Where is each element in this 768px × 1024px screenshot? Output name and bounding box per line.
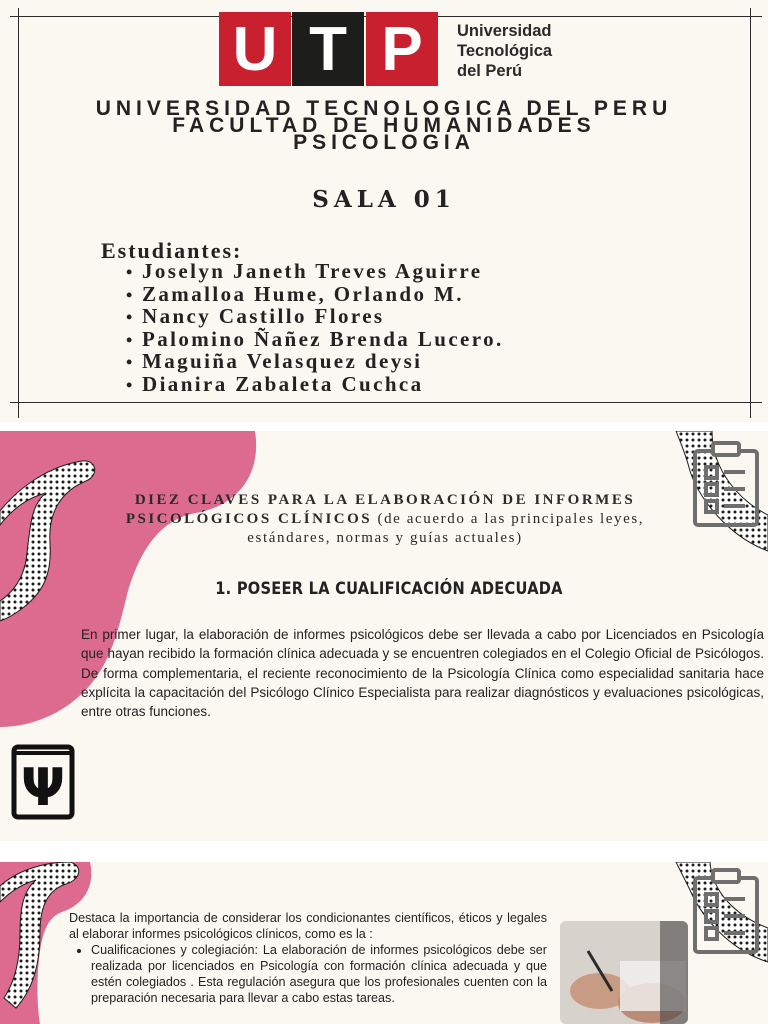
slide3-text bbox=[69, 910, 547, 1006]
logo-letter-t: T bbox=[292, 12, 364, 86]
student-item: • Dianira Zabaleta Cuchca bbox=[126, 374, 504, 397]
section-heading: 1. POSEER LA CUALIFICACIÓN ADECUADA bbox=[215, 579, 563, 599]
faculty-name: FACULTAD DE HUMANIDADES bbox=[172, 114, 596, 137]
logo-word-3: del Perú bbox=[457, 62, 523, 80]
section-paragraph: En primer lugar, la elaboración de informes psicológicos debe ser llevada a cabo por Licenciados en Psicología que hayan recibido la formación clínica adecuada y se encuentren colegiados en el Colegio Oficial de Psicólogos. De forma complementaria, el reciente reconocimiento de la Psicología Clínica como especialidad sanitaria hace explícita la capacitación del Psicólogo Clínico Especialista para realizar diagnósticos y evaluaciones psicológicas, entre otras funciones. bbox=[81, 627, 764, 720]
photo-illustration bbox=[560, 921, 688, 1024]
student-item: • Maguiña Velasquez deysi bbox=[126, 351, 504, 374]
slide3-intro: Destaca la importancia de considerar los condicionantes científicos, éticos y legales al elaborar informes psicológicos clínicos, como es la : bbox=[69, 911, 547, 941]
student-item: • Palomino Ñañez Brenda Lucero. bbox=[126, 329, 504, 352]
career-name: PSICOLOGIA bbox=[293, 131, 475, 154]
slide2-title bbox=[40, 491, 730, 548]
frame-bottom-line bbox=[10, 402, 762, 403]
writing-hands-photo bbox=[560, 921, 688, 1024]
student-item: • Zamalloa Hume, Orlando M. bbox=[126, 284, 504, 307]
title-line-2: PSICOLÓGICOS CLÍNICOS bbox=[125, 511, 373, 527]
university-name: UNIVERSIDAD TECNOLOGICA DEL PERU bbox=[95, 97, 673, 120]
slide3-bullet: • Cualificaciones y colegiación: La elaboración de informes psicológicos debe ser realizada por licenciados en Psicología con formación clínica adecuada y que estén colegiados . Esta regulación asegura que los profesionales cuenten con la preparación necesaria para llevar a cabo estas tareas. bbox=[91, 942, 547, 1006]
logo-wordmark bbox=[457, 21, 552, 81]
institution-header bbox=[0, 97, 768, 154]
title-line-3: estándares, normas y guías actuales) bbox=[247, 530, 523, 546]
student-item: • Nancy Castillo Flores bbox=[126, 306, 504, 329]
student-item: • Joselyn Janeth Treves Aguirre bbox=[126, 261, 504, 284]
logo-letter-u: U bbox=[219, 12, 291, 86]
title-line-2-rest: (de acuerdo a las principales leyes, bbox=[372, 511, 645, 527]
room-label: SALA 01 bbox=[312, 186, 456, 213]
psychology-book-icon bbox=[14, 747, 72, 818]
students-title: Estudiantes: bbox=[101, 238, 243, 263]
logo-word-2: Tecnológica bbox=[457, 42, 553, 60]
students-list bbox=[126, 261, 504, 397]
psi-symbol: Ψ bbox=[20, 758, 66, 818]
slide3-list bbox=[69, 942, 547, 1006]
title-line-1: DIEZ CLAVES PARA LA ELABORACIÓN DE INFORMES bbox=[134, 492, 636, 508]
logo-letter-p: P bbox=[366, 12, 438, 86]
logo-word-1: Universidad bbox=[457, 22, 552, 40]
frame-right-line bbox=[750, 8, 751, 418]
frame-left-line bbox=[18, 8, 19, 418]
